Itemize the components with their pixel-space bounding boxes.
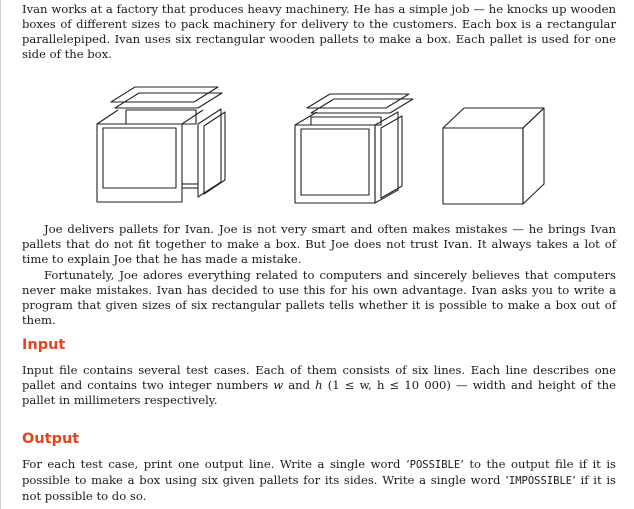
input-description bbox=[22, 363, 616, 408]
box-assembly-figure bbox=[86, 80, 556, 210]
word-possible: POSSIBLE bbox=[409, 459, 461, 471]
story-paragraph-1: Joe delivers pallets for Ivan. Joe is not very smart and often makes mistakes — he brings Ivan pallets that do not fit together to make a box. But Joe does not trust Ivan. It always takes a lot of time to explain Joe that he has made a mistake. bbox=[22, 222, 616, 266]
input-text-1: Input file contains several test cases. Each of them consists of six lines. Each line describes one pallet and contains two integer numbers bbox=[22, 363, 616, 392]
partial-box-drawing bbox=[295, 94, 413, 203]
intro-paragraph: Ivan works at a factory that produces heavy machinery. He has a simple job — he knocks up wooden boxes of different sizes to pack machinery for delivery to the customers. Each box is a rectangular parallelepiped. Ivan uses six rectangular wooden pallets to make a box. Each pallet is used for one side of the box. bbox=[22, 2, 616, 61]
box-assembly-illustration bbox=[86, 80, 556, 210]
input-text-2: — width and height of the pallet in millimeters respectively. bbox=[22, 378, 617, 407]
input-text-and: and bbox=[283, 378, 316, 392]
output-description bbox=[22, 457, 616, 504]
input-heading: Input bbox=[22, 337, 66, 353]
output-text-1: For each test case, print one output line. Write a single word ‘ bbox=[22, 457, 410, 471]
output-text-2: ’ to the output file if it is possible to make a box using six given pallets for its sides. Write a single word ‘ bbox=[22, 457, 616, 487]
assembled-box-drawing bbox=[443, 108, 544, 204]
story-paragraph-2: Fortunately, Joe adores everything related to computers and sincerely believes that computers never make mistakes. Ivan has decided to use this for his own advantage. Ivan asks you to write a program that given sizes of six rectangular pallets tells whether it is possible to make a box out of them. bbox=[22, 268, 616, 327]
output-heading: Output bbox=[22, 431, 80, 447]
input-constraint: (1 ≤ w, h ≤ 10 000) bbox=[322, 378, 451, 392]
var-h: h bbox=[315, 378, 323, 392]
output-text-3: ’ if it is not possible to do so. bbox=[22, 473, 616, 503]
exploded-box-drawing bbox=[97, 87, 225, 202]
var-w: w bbox=[273, 378, 284, 392]
word-impossible: IMPOSSIBLE bbox=[508, 475, 573, 487]
